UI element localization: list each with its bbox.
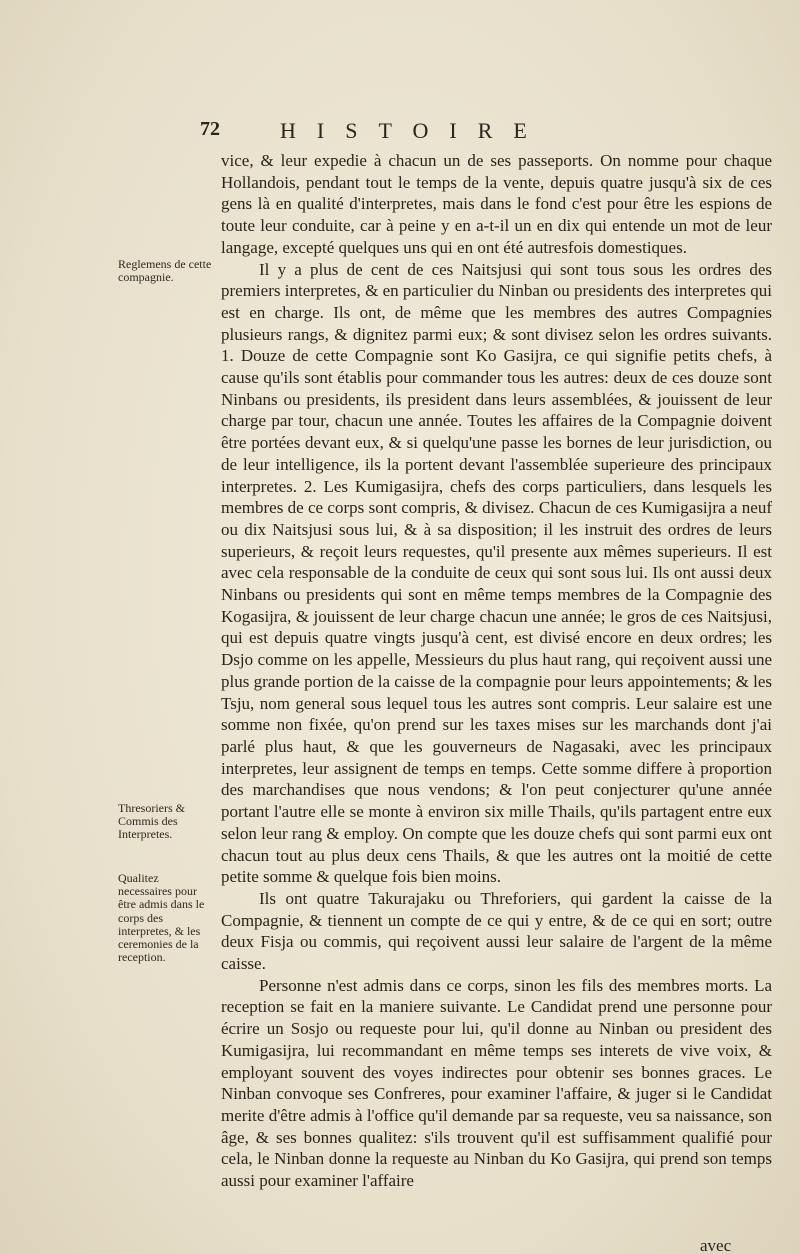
page-header bbox=[200, 118, 760, 148]
marginal-note-qualitez: Qualitez necessaires pour être admis dans le corps des interpretes, & les ceremonies de la reception. bbox=[118, 871, 205, 965]
marginal-note-tresoriers: Thresoriers & Commis des Interpretes. bbox=[118, 801, 185, 842]
page-number: 72 bbox=[200, 118, 220, 140]
catchword: avec bbox=[700, 1236, 732, 1254]
body-text bbox=[221, 150, 772, 1192]
running-title: HISTOIRE bbox=[280, 118, 548, 143]
paragraph-3: Ils ont quatre Takurajaku ou Threforiers, qui gardent la caisse de la Compagnie, & tiennent un compte de ce qui y entre, & de ce qui en sort; outre deux Fisja ou commis, qui reçoivent aussi leur salaire de l'argent de la même caisse. bbox=[221, 888, 772, 974]
marginal-note-reglemens: Reglemens de cette compagnie. bbox=[118, 257, 212, 285]
paragraph-2: Il y a plus de cent de ces Naitsjusi qui sont tous sous les ordres des premiers interpretes, & en particulier du Ninban ou presidents des interpretes qui est en charge. Ils ont, de même que les membres des autres Compagnies plusieurs rangs, & dignitez parmi eux; & sont divisez selon les ordres suivants. 1. Douze de cette Compagnie sont Ko Gasijra, ce qui signifie petits chefs, à cause qu'ils sont établis pour commander tous les autres: deux de ces douze sont Ninbans ou presidents, ils president dans leurs assemblées, & jouissent de leur charge par tour, chacun une année. Toutes les affaires de la Compagnie doivent être portées devant eux, & si quelqu'une passe les bornes de leur jurisdiction, ou de leur intelligence, ils la portent devant l'assemblée superieure des principaux interpretes. 2. Les Kumigasijra, chefs des corps particuliers, dans lesquels les membres de ce corps sont compris, & divisez. Chacun de ces Kumigasijra a neuf ou dix Naitsjusi sous lui, & à sa disposition; il les instruit des ordres de leurs superieurs, & reçoit leurs requestes, qu'il presente aux mêmes superieurs. Il est avec cela responsable de la conduite de ceux qui sont sous lui. Ils ont aussi deux Ninbans ou presidents qui sont en même temps membres de la Compagnie des Kogasijra, & jouissent de leur charge chacun une année; le gros de ces Naitsjusi, qui est depuis quatre vingts jusqu'à cent, est divisé encore en deux ordres; les Dsjo comme on les appelle, Messieurs du plus haut rang, qui reçoivent aussi une plus grande portion de la caisse de la compagnie pour leurs appointements; & les Tsju, nom general sous lequel tous les autres sont compris. Leur salaire est une somme non fixée, qu'on prend sur les taxes mises sur les marchands dont j'ai parlé plus haut, & que les gouverneurs de Nagasaki, avec les principaux interpretes, leur assignent de temps en temps. Cette somme differe à proportion des marchandises que nous vendons; & l'on peut conjecturer qu'une année portant l'autre elle se monte à environ six mille Thails, qu'ils partagent entre eux selon leur rang & employ. On compte que les douze chefs qui sont parmi eux ont chacun tout au plus deux cens Thails, & que les autres ont la moitié de cette petite somme & quelque fois bien moins. bbox=[221, 259, 772, 887]
paragraph-4: Personne n'est admis dans ce corps, sinon les fils des membres morts. La reception se fait en la maniere suivante. Le Candidat prend une personne pour écrire un Sosjo ou requeste pour lui, qu'il donne au Ninban ou president des Kumigasijra, lui recommandant en même temps ses interets de vive voix, & employant souvent des voyes indirectes pour obtenir ses bonnes graces. Le Ninban convoque ses Confreres, pour examiner l'affaire, & juger si le Candidat merite d'être admis à l'office qu'il demande par sa requeste, veu sa naissance, son âge, & ses bonnes qualitez: s'ils trouvent qu'il est suffisamment qualifié pour cela, le Ninban donne la requeste au Ninban du Ko Gasijra, qui prend son temps aussi pour examiner l'affaire bbox=[221, 975, 772, 1191]
paragraph-1: vice, & leur expedie à chacun un de ses passeports. On nomme pour chaque Hollandois, pendant tout le temps de la vente, depuis quatre jusqu'à six de ces gens là en qualité d'interpretes, mais dans le fond c'est pour être les espions de toute leur conduite, car à peine y en a-t-il un en dix qui entende un mot de leur langage, excepté quelques uns qui en ont été autresfois domestiques. bbox=[221, 151, 772, 257]
